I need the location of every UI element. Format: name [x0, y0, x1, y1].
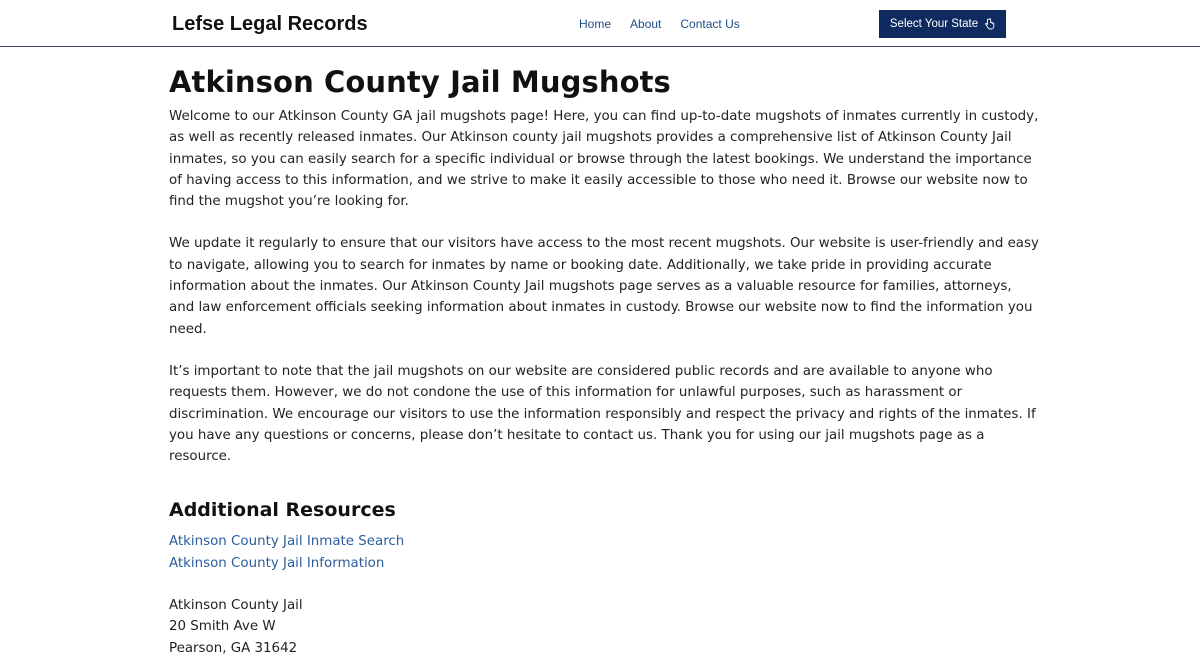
pointer-hand-icon: [984, 18, 995, 30]
update-paragraph: We update it regularly to ensure that our visitors have access to the most recent mugshots. Our website is user-friendly and easy to navigate, allowing you to search for inmates by name or booking date. Additionally, we take pride in providing accurate information about the inmates. Our Atkinson County Jail mugshots page serves as a valuable resource for families, attorneys, and law enforcement officials seeking information about inmates in custody. Browse our website now to find the information you need.: [169, 236, 1039, 337]
jail-information-link[interactable]: Atkinson County Jail Information: [169, 555, 385, 571]
select-state-button[interactable]: [879, 10, 1006, 38]
intro-paragraph: Welcome to our Atkinson County GA jail mugshots page! Here, you can find up-to-date mugshots of inmates currently in custody, as well as recently released inmates. Our Atkinson county jail mugshots provides a comprehensive list of Atkinson County Jail inmates, so you can easily search for a specific individual or browse through the latest bookings. We understand the importance of having access to this information, and we strive to make it easily accessible to those who need it. Browse our website now to find the mugshot you’re looking for.: [169, 109, 1039, 210]
address-name: Atkinson County Jail: [169, 598, 303, 614]
nav-contact-us[interactable]: Contact Us: [680, 17, 740, 31]
resources-heading: Additional Resources: [169, 499, 396, 522]
address-city: Pearson, GA 31642: [169, 640, 298, 656]
nav-about[interactable]: About: [630, 17, 662, 31]
site-logo-text[interactable]: Lefse Legal Records: [172, 13, 368, 35]
jail-address: [169, 595, 1039, 659]
select-state-label: Select Your State: [889, 18, 979, 30]
notice-paragraph: It’s important to note that the jail mugshots on our website are considered public records and are available to anyone who requests them. However, we do not condone the use of this information for unlawful purposes, such as harassment or discrimination. We encourage our visitors to use the information responsibly and respect the privacy and rights of the inmates. If you have any questions or concerns, please don’t hesitate to contact us. Thank you for using our jail mugshots page as a resource.: [169, 363, 1036, 465]
address-street: 20 Smith Ave W: [169, 619, 276, 635]
main-content: [169, 62, 1039, 659]
resources-list: [169, 531, 1039, 574]
inmate-search-link[interactable]: Atkinson County Jail Inmate Search: [169, 534, 405, 550]
nav-home[interactable]: Home: [579, 17, 612, 31]
main-nav: [579, 17, 759, 31]
site-header: [0, 0, 1200, 47]
page-title: Atkinson County Jail Mugshots: [169, 65, 671, 99]
